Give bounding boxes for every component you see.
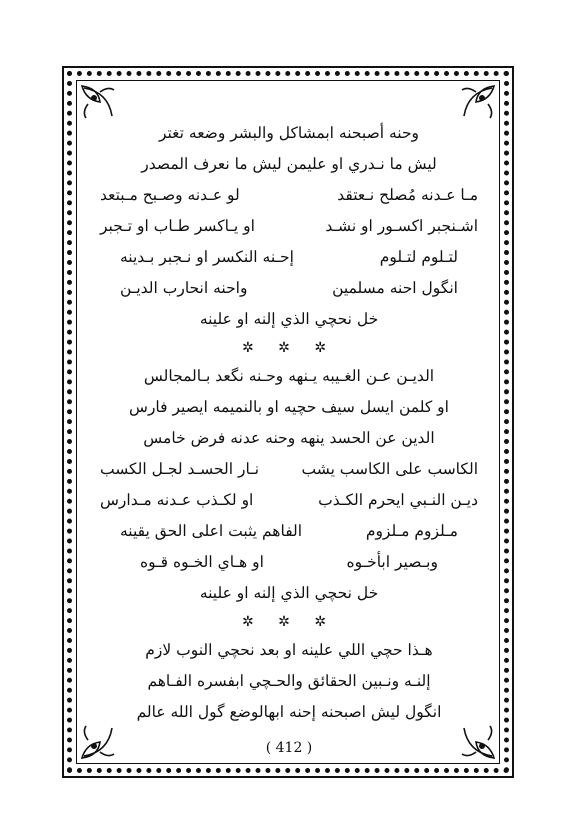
verse-line: الدين عن الحسد ينهه وحنه عدنه فرض خامس — [143, 429, 435, 447]
verse-line: ديـن النـبي ايحرم الكـذب او لكـذب عـدنه مـدارس — [100, 491, 478, 509]
verse-line: مـلزوم مـلزوم الفاهم يثبت اعلى الحق يقينه — [120, 522, 458, 540]
refrain-line: خل نحچي الذي إلنه او علينه — [199, 310, 379, 328]
corner-ornament-icon — [458, 82, 498, 122]
verse-line: انگول ليش اصبحنه إحنه ابهالوضع گول الله عالم — [136, 703, 442, 721]
corner-ornament-icon — [78, 82, 118, 122]
verse-line: الكاسب على الكاسب يشب نـار الحسـد لجـل الكسب — [100, 460, 478, 478]
poem-text — [100, 118, 478, 728]
verse-line: وحنه أصبحنه ابمشاكل والبشر وضعه تغتر — [158, 124, 420, 142]
star-separator: ✲ ✲ ✲ — [241, 614, 337, 630]
refrain-line: خل نحچي الذي إلنه او علينه — [199, 584, 379, 602]
page-number: ( 412 ) — [265, 740, 313, 756]
verse-line: الديـن عـن الغـيبه يـنهه وحـنه نگعد بـالمجالس — [143, 367, 435, 385]
verse-line: انگول احنه مسلمين واحنه انحارب الديـن — [120, 279, 458, 297]
verse-line: اشـنجبر اكسـور او نشـد او يـاكسر طـاب او تـجبر — [100, 217, 478, 235]
verse-line: او كلمن ايسل سيف حچيه او بالنميمه ايصير فارس — [129, 398, 449, 416]
star-separator: ✲ ✲ ✲ — [241, 340, 337, 356]
verse-line: إلنـه ونـبين الحقائق والحـچي ابفسره الفـاهم — [147, 672, 431, 690]
verse-line: وبـصير ابأخـوه او هـاي الخـوه قـوه — [140, 553, 438, 571]
verse-line: مـا عـدنه مُصلح نـعتقد لو عـدنه وصـبح مـبتعد — [100, 186, 478, 204]
verse-line: لتـلوم لتـلوم إحـنه النكسر او نـجبر بـدينه — [120, 248, 458, 266]
verse-line: ليش ما نـدري او عليمن ليش ما نعرف المصدر — [141, 155, 437, 173]
verse-line: هـذا حچي اللي علينه او بعد نحچي النوب لازم — [145, 641, 433, 659]
